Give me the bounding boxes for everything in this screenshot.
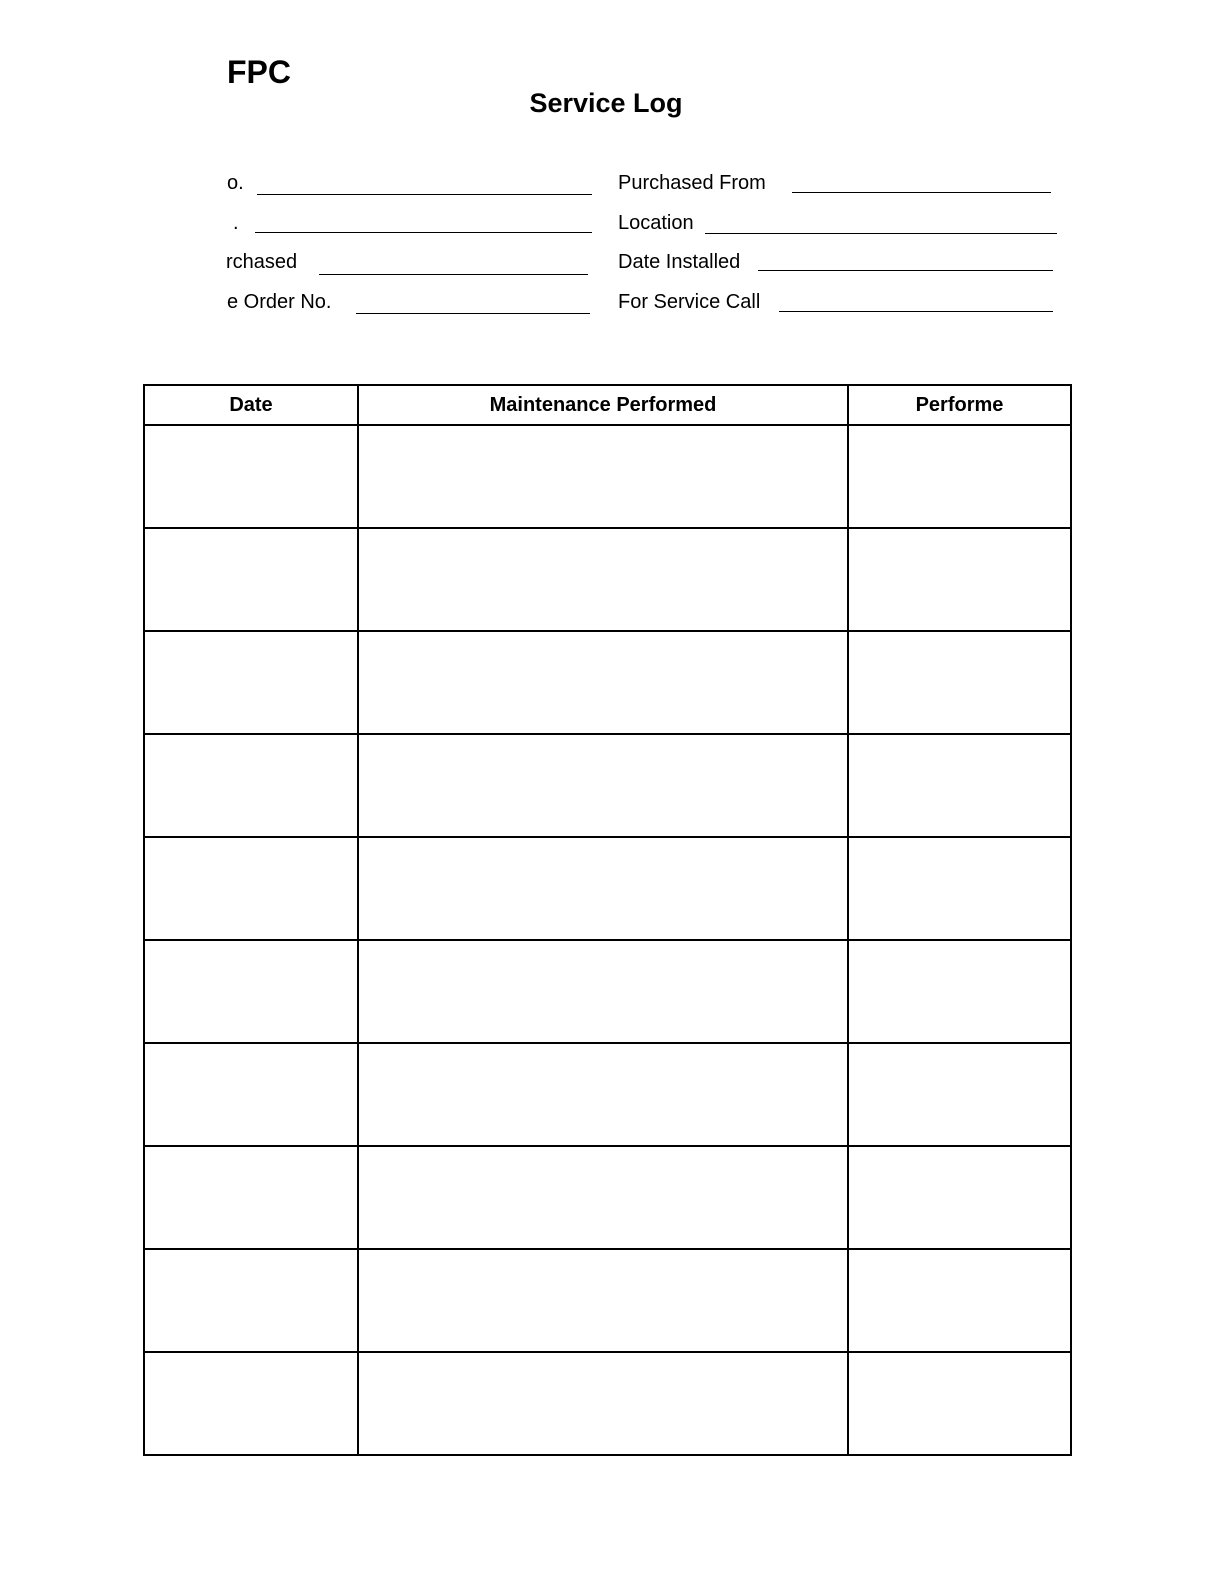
performed-by-cell[interactable]: [848, 1249, 1071, 1352]
purchased-from-input[interactable]: [792, 192, 1051, 193]
field-input-left-2[interactable]: [255, 232, 592, 233]
maintenance-cell[interactable]: [358, 1146, 848, 1249]
table-row: [144, 837, 1071, 940]
table-row: [144, 528, 1071, 631]
table-row: [144, 425, 1071, 528]
performed-by-cell[interactable]: [848, 837, 1071, 940]
maintenance-cell[interactable]: [358, 734, 848, 837]
performed-by-cell[interactable]: [848, 425, 1071, 528]
table-row: [144, 1146, 1071, 1249]
performed-by-cell[interactable]: [848, 1043, 1071, 1146]
date-cell[interactable]: [144, 1352, 358, 1455]
field-input-left-4[interactable]: [356, 313, 590, 314]
field-input-left-3[interactable]: [319, 274, 588, 275]
performed-by-cell[interactable]: [848, 1352, 1071, 1455]
date-installed-label: Date Installed: [618, 251, 741, 273]
performed-by-cell[interactable]: [848, 940, 1071, 1043]
field-label-left-4: e Order No.: [227, 291, 332, 313]
maintenance-cell[interactable]: [358, 940, 848, 1043]
performed-by-cell[interactable]: [848, 631, 1071, 734]
maintenance-cell[interactable]: [358, 1249, 848, 1352]
table-row: [144, 631, 1071, 734]
date-cell[interactable]: [144, 837, 358, 940]
date-cell[interactable]: [144, 631, 358, 734]
maintenance-cell[interactable]: [358, 1043, 848, 1146]
table-row: [144, 734, 1071, 837]
table-row: [144, 1043, 1071, 1146]
service-call-label: For Service Call: [618, 291, 761, 313]
service-call-input[interactable]: [779, 311, 1053, 312]
performed-by-cell[interactable]: [848, 734, 1071, 837]
date-cell[interactable]: [144, 528, 358, 631]
column-header-date: Date: [144, 385, 358, 425]
field-label-left-1: o.: [227, 172, 244, 194]
maintenance-cell[interactable]: [358, 1352, 848, 1455]
date-cell[interactable]: [144, 734, 358, 837]
date-cell[interactable]: [144, 1249, 358, 1352]
performed-by-cell[interactable]: [848, 528, 1071, 631]
field-label-left-2: .: [233, 212, 239, 234]
date-cell[interactable]: [144, 425, 358, 528]
location-label: Location: [618, 212, 694, 234]
column-header-performed-by: Performe: [848, 385, 1071, 425]
maintenance-cell[interactable]: [358, 631, 848, 734]
maintenance-cell[interactable]: [358, 425, 848, 528]
table-row: [144, 1249, 1071, 1352]
field-label-left-3: rchased: [226, 251, 298, 273]
location-input[interactable]: [705, 233, 1057, 234]
purchased-from-label: Purchased From: [618, 172, 766, 194]
page-title: Service Log: [529, 88, 683, 118]
maintenance-cell[interactable]: [358, 528, 848, 631]
date-cell[interactable]: [144, 1146, 358, 1249]
company-logo-text: FPC: [227, 54, 291, 90]
table-row: [144, 940, 1071, 1043]
service-log-table: [143, 384, 1072, 1456]
date-cell[interactable]: [144, 1043, 358, 1146]
maintenance-cell[interactable]: [358, 837, 848, 940]
table-header-row: [144, 385, 1071, 425]
column-header-maintenance: Maintenance Performed: [358, 385, 848, 425]
field-input-left-1[interactable]: [257, 194, 592, 195]
date-installed-input[interactable]: [758, 270, 1053, 271]
performed-by-cell[interactable]: [848, 1146, 1071, 1249]
table-row: [144, 1352, 1071, 1455]
date-cell[interactable]: [144, 940, 358, 1043]
